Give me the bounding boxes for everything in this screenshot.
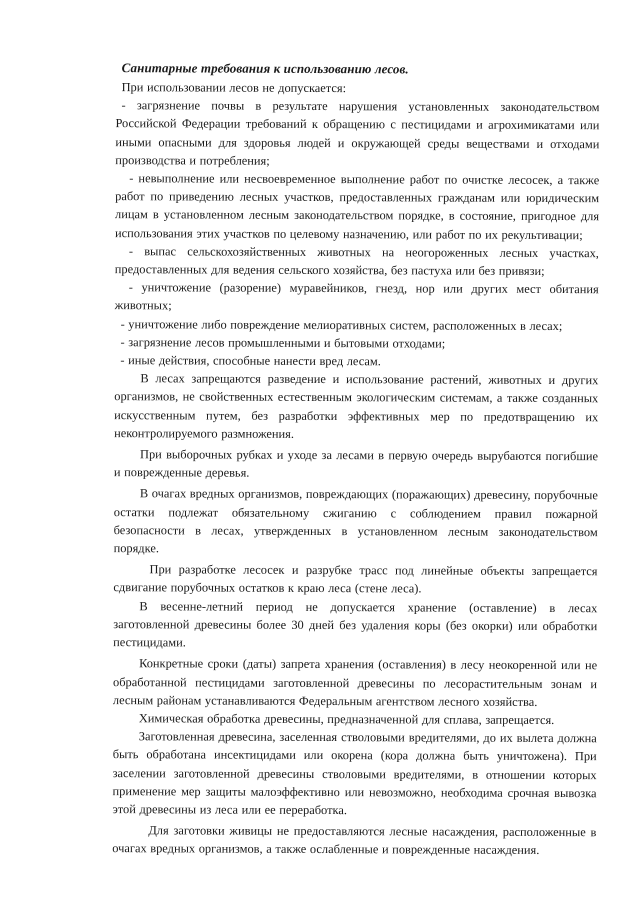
paragraph-alien-species: В лесах запрещаются разведение и использование растений, животных и других организмов, не свойственных естественным экологическим системам, а также созданных искусственным путем, без разработки эффективных мер по предотвращению их неконтролируемого размножения. (114, 371, 599, 441)
list-item-waste: - загрязнение лесов промышленными и бытовыми отходами; (120, 334, 446, 351)
paragraph-pest-foci: В очагах вредных организмов, повреждающих (поражающих) древесину, порубочные остатки подлежат обязательному сжиганию с соблюдением правил пожарной безопасности в лесах, утвержденных в установленном лесным законодательством порядке. (113, 486, 598, 556)
list-item-melioration: - уничтожение либо повреждение мелиоративных систем, расположенных в лесах; (120, 316, 563, 333)
paragraph-storage: В весенне-летний период не допускается хранение (оставление) в лесах заготовленной древесины более 30 дней без удаления коры (без окорки) или обработки пестицидами. (113, 598, 598, 650)
list-item-anthills: - уничтожение (разорение) муравейников, гнезд, нор или других мест обитания животных; (114, 280, 599, 313)
paragraph-chemical-treatment: Химическая обработка древесины, предназначенной для сплава, запрещается. (138, 711, 555, 727)
paragraph-infested-wood: Заготовленная древесина, заселенная стволовыми вредителями, до их вылета должна быть обработана инсектицидами или окорена (кора должна быть уничтожена). При заселении заготовленной древесины стволовыми вредителями, в отношении которых применение мер защиты малоэффективно или невозможно, необходима срочная вывозка этой древесины из леса или ее переработка. (112, 729, 597, 818)
paragraph-resin-tapping: Для заготовки живицы не предоставляются лесные насаждения, расположенные в очагах вредных организмов, а также ослабленные и поврежденные насаждения. (112, 823, 597, 858)
list-item-other-harm: - иные действия, способные нанести вред лесам. (120, 353, 381, 369)
paragraph-residues: При разработке лесосек и разрубке трасс под линейные объекты запрещается сдвигание порубочных остатков к краю леса (стене леса). (113, 562, 598, 596)
paragraph-intro: При использовании лесов не допускается: (121, 80, 347, 96)
list-item-cutting-cleanup: - невыполнение или несвоевременное выполнение работ по очистке лесосек, а также работ по приведению лесных участков, предоставленных гражданам или юридическим лицам в установленном лесным законодательством порядке, в состояние, пригодное для использования этих участков по целевому назначению, или работ по их рекультивации; (114, 171, 600, 242)
paragraph-selective-felling: При выборочных рубках и уходе за лесами в первую очередь вырубаются погибшие и поврежденные деревья. (113, 447, 599, 480)
list-item-grazing: - выпас сельскохозяйственных животных на неогороженных лесных участках, предоставленных для ведения сельского хозяйства, без пастуха или без привязи; (114, 243, 599, 279)
list-item-soil-pollution: - загрязнение почвы в результате нарушения установленных законодательством Российской Федерации требований к обращению с пестицидами и агрохимикатами или иными опасными для здоровья людей и окружающей среды веществами и отходами производства и потребления; (115, 98, 600, 168)
document-title: Санитарные требования к использованию лесов. (121, 60, 409, 77)
paragraph-storage-dates: Конкретные сроки (даты) запрета хранения (оставления) в лесу неокоренной или не обработанной пестицидами заготовленной древесины по лесорастительным зонам и лесным районам устанавливаются Федеральным агентством лесного хозяйства. (112, 656, 598, 709)
